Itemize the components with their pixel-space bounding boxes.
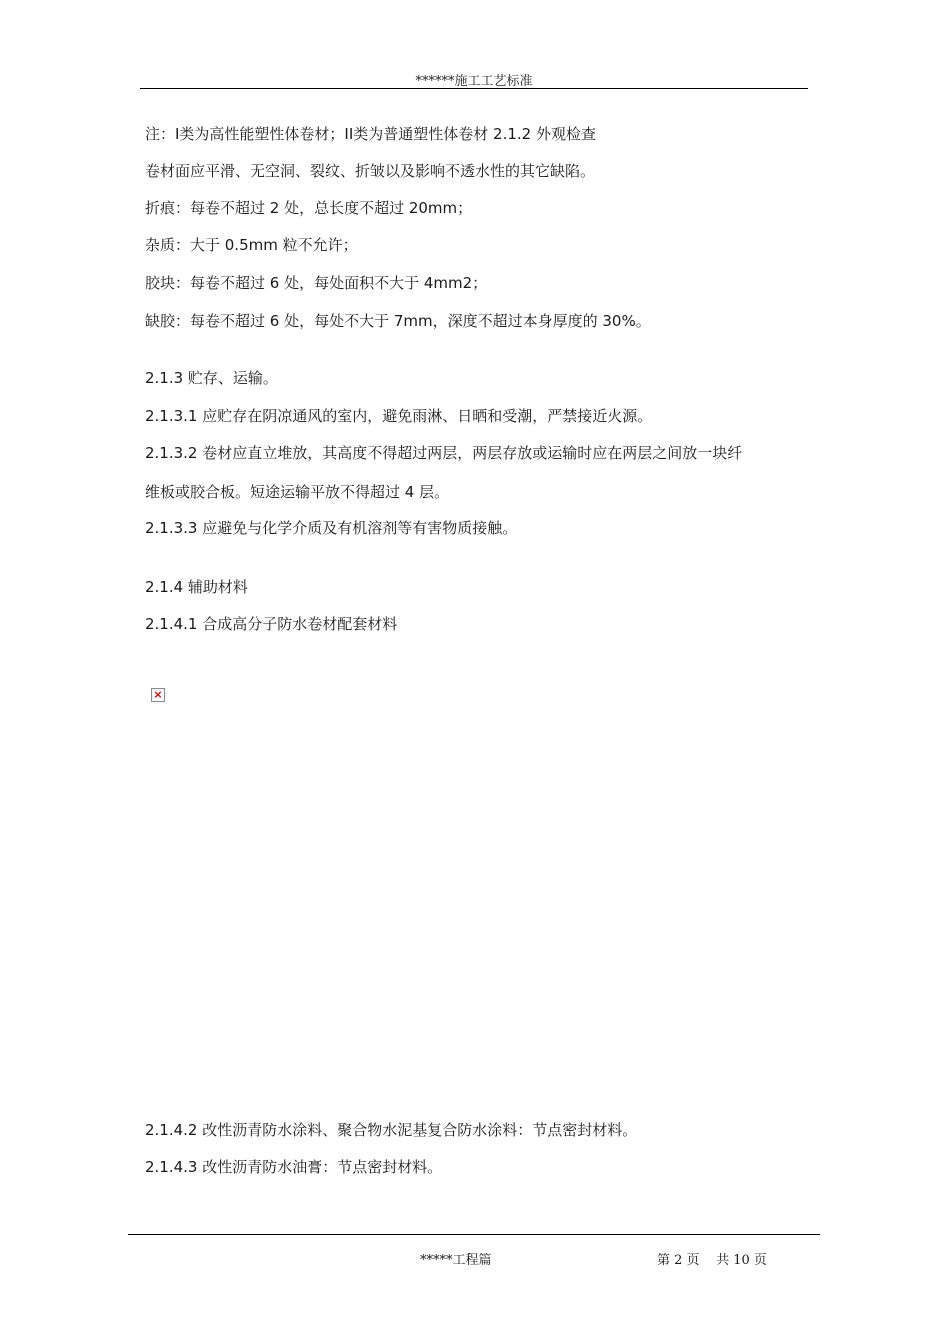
text-line: 折痕：每卷不超过 2 处，总长度不超过 20mm；	[145, 199, 473, 217]
text-line: 2.1.3.1 应贮存在阴凉通风的室内，避免雨淋、日晒和受潮，严禁接近火源。	[145, 407, 653, 425]
broken-image-icon: ×	[151, 688, 165, 702]
page-header-title: ******施工工艺标准	[415, 74, 533, 89]
text-line: 2.1.3.2 卷材应直立堆放，其高度不得超过两层，两层存放或运输时应在两层之间放一块纤	[145, 444, 743, 462]
footer-section-title: *****工程篇	[420, 1253, 492, 1268]
text-line: 2.1.4.1 合成高分子防水卷材配套材料	[145, 615, 398, 633]
text-line: 维板或胶合板。短途运输平放不得超过 4 层。	[145, 483, 450, 501]
text-line: 卷材面应平滑、无空洞、裂纹、折皱以及影响不透水性的其它缺陷。	[145, 162, 596, 180]
text-line: 注：I类为高性能塑性体卷材；II类为普通塑性体卷材 2.1.2 外观检查	[145, 125, 596, 143]
text-line: 2.1.3.3 应避免与化学介质及有机溶剂等有害物质接触。	[145, 519, 518, 537]
text-line: 2.1.4.2 改性沥青防水涂料、聚合物水泥基复合防水涂料：节点密封材料。	[145, 1121, 638, 1139]
footer-page-number: 第 2 页 共 10 页	[657, 1253, 767, 1268]
section-heading: 2.1.3 贮存、运输。	[145, 369, 278, 387]
text-line: 杂质：大于 0.5mm 粒不允许；	[145, 236, 358, 254]
footer-divider	[128, 1234, 820, 1235]
text-line: 缺胶：每卷不超过 6 处，每处不大于 7mm，深度不超过本身厚度的 30%。	[145, 312, 651, 330]
section-heading: 2.1.4 辅助材料	[145, 578, 248, 596]
header-divider	[140, 88, 808, 89]
text-line: 2.1.4.3 改性沥青防水油膏：节点密封材料。	[145, 1158, 443, 1176]
text-line: 胶块：每卷不超过 6 处，每处面积不大于 4mm2；	[145, 274, 488, 292]
